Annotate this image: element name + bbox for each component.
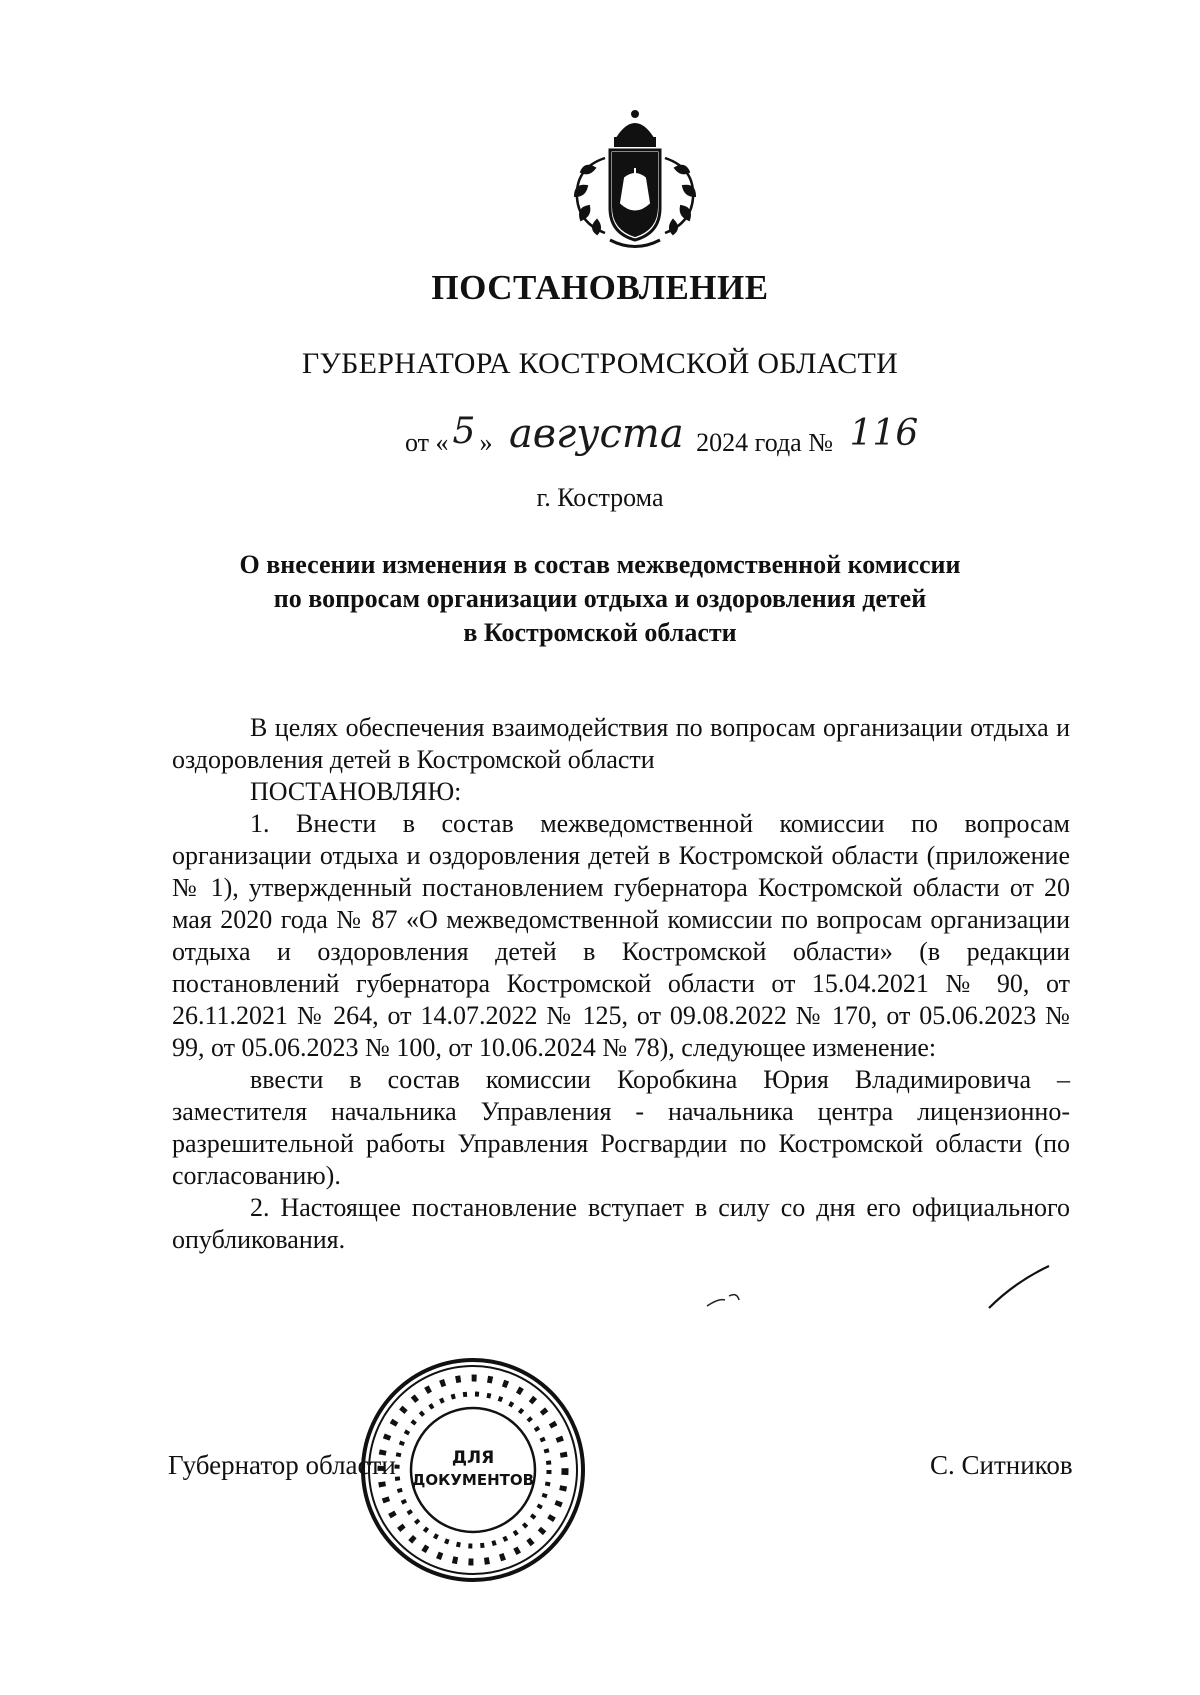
handwritten-month: августа [508,411,684,457]
coat-of-arms-icon [555,108,715,258]
document-issuer: ГУБЕРНАТОРА КОСТРОМСКОЙ ОБЛАСТИ [301,347,899,380]
document-title: ПОСТАНОВЛЕНИЕ [431,268,769,307]
item-1-change-paragraph: ввести в состав комиссии Коробкина Юрия Владимировича – заместителя начальника Управления - начальника центра лицензионно-разрешительной работы Управления Росгвардии по Костромской области (по согласованию). [172,1065,1070,1190]
stamp-center-line: ДЛЯ [451,1448,495,1468]
signature-stroke-icon [985,1262,1055,1312]
document-heading [180,548,1020,650]
document-body [172,712,1070,1256]
date-line [405,411,919,461]
intro-paragraph: В целях обеспечения взаимодействия по вопросам организации отдыха и оздоровления детей в Костромской области [172,713,1070,774]
heading-line: в Костромской области [463,618,737,647]
handwritten-day: 5 [452,411,476,452]
heading-line: по вопросам организации отдыха и оздоровления детей [273,584,927,613]
item-2-paragraph: 2. Настоящее постановление вступает в силу со дня его официального опубликования. [172,1193,1070,1254]
date-middle: » [479,428,493,457]
official-stamp-icon [358,1355,588,1585]
decree-word: ПОСТАНОВЛЯЮ: [250,777,462,806]
stamp-center-line: ДОКУМЕНТОВ [411,1471,535,1489]
date-prefix: от « [405,428,449,457]
handwritten-number: 116 [849,413,919,454]
heading-line: О внесении изменения в состав межведомственной комиссии [239,550,961,579]
pen-mark-icon [705,1290,745,1310]
item-1-paragraph: 1. Внести в состав межведомственной комиссии по вопросам организации отдыха и оздоровления детей в Костромской области (приложение № 1), утвержденный постановлением губернатора Костромской области от 20 мая 2020 года № 87 «О межведомственной комиссии по вопросам организации отдыха и оздоровления детей в Костромской области» (в редакции постановлений губернатора Костромской области от 15.04.2021 № 90, от 26.11.2021 № 264, от 14.07.2022 № 125, от 09.08.2022 № 170, от 05.06.2023 № 99, от 05.06.2023 № 100, от 10.06.2024 № 78), следующее изменение: [172,809,1070,1062]
signatory-name: С. Ситников [930,1450,1073,1480]
city-line: г. Кострома [536,483,664,512]
signatory-position: Губернатор области [168,1450,396,1480]
date-year-text: 2024 года № [696,428,834,457]
